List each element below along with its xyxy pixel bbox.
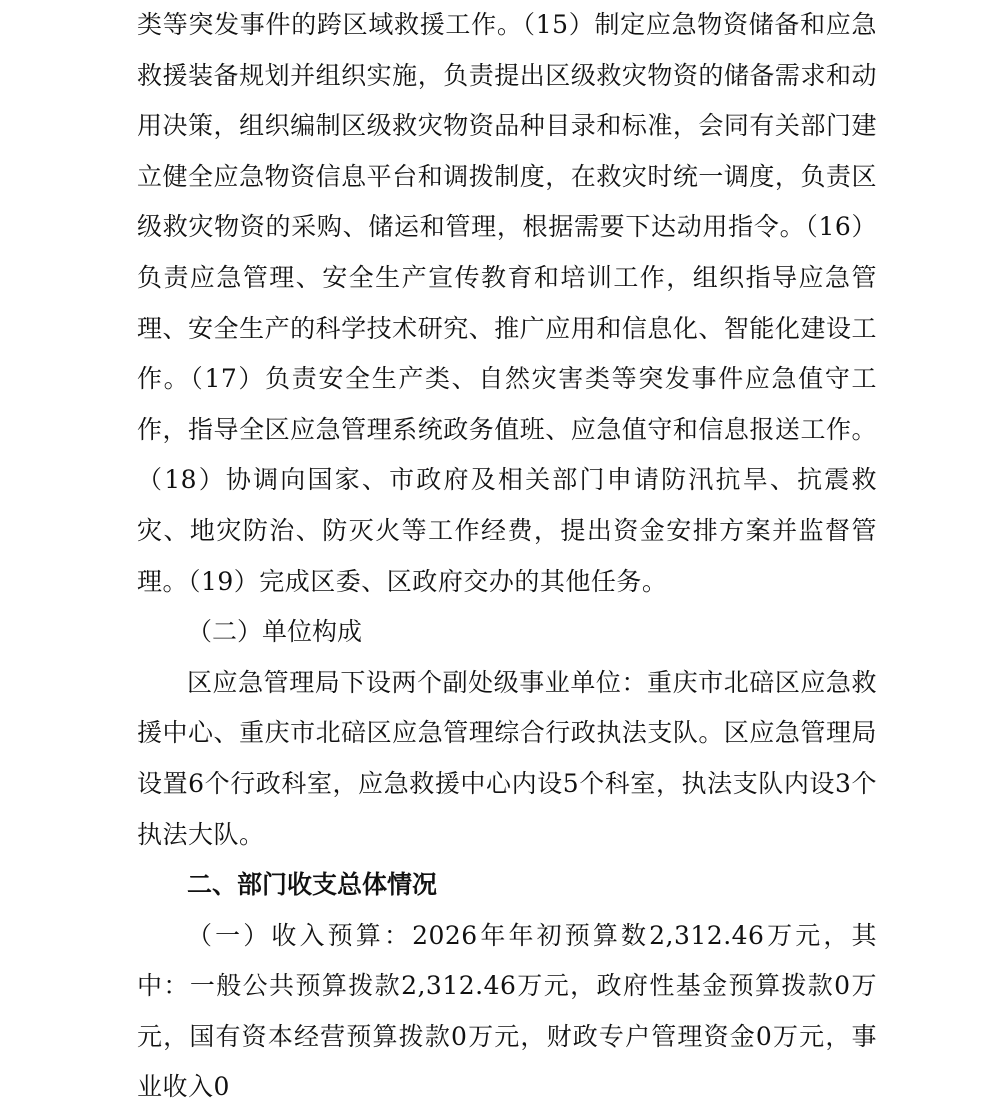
- paragraph-unit-composition: 区应急管理局下设两个副处级事业单位：重庆市北碚区应急救援中心、重庆市北碚区应急管理综合行政执法支队。区应急管理局设置6个行政科室，应急救援中心内设5个科室，执法支队内设3个执法大队。: [137, 667, 877, 849]
- paragraph-income-budget: （一）收入预算：2026年年初预算数2,312.46万元，其中：一般公共预算拨款2,312.46万元，政府性基金预算拨款0万元，国有资本经营预算拨款0万元，财政专户管理资金0万元，事业收入0: [137, 920, 877, 1102]
- document-page: [137, 0, 877, 1113]
- heading-budget-overview: 二、部门收支总体情况: [187, 870, 438, 900]
- paragraph-duties-continued: 类等突发事件的跨区域救援工作。（15）制定应急物资储备和应急救援装备规划并组织实施，负责提出区级救灾物资的储备需求和动用决策，组织编制区级救灾物资品种目录和标准，会同有关部门建立健全应急物资信息平台和调拨制度，在救灾时统一调度，负责区级救灾物资的采购、储运和管理，根据需要下达动用指令。（16）负责应急管理、安全生产宣传教育和培训工作，组织指导应急管理、安全生产的科学技术研究、推广应用和信息化、智能化建设工作。（17）负责安全生产类、自然灾害类等突发事件应急值守工作，指导全区应急管理系统政务值班、应急值守和信息报送工作。（18）协调向国家、市政府及相关部门申请防汛抗旱、抗震救灾、地灾防治、防灭火等工作经费，提出资金安排方案并监督管理。（19）完成区委、区政府交办的其他任务。: [137, 10, 877, 596]
- heading-unit-composition: （二）单位构成: [187, 617, 363, 647]
